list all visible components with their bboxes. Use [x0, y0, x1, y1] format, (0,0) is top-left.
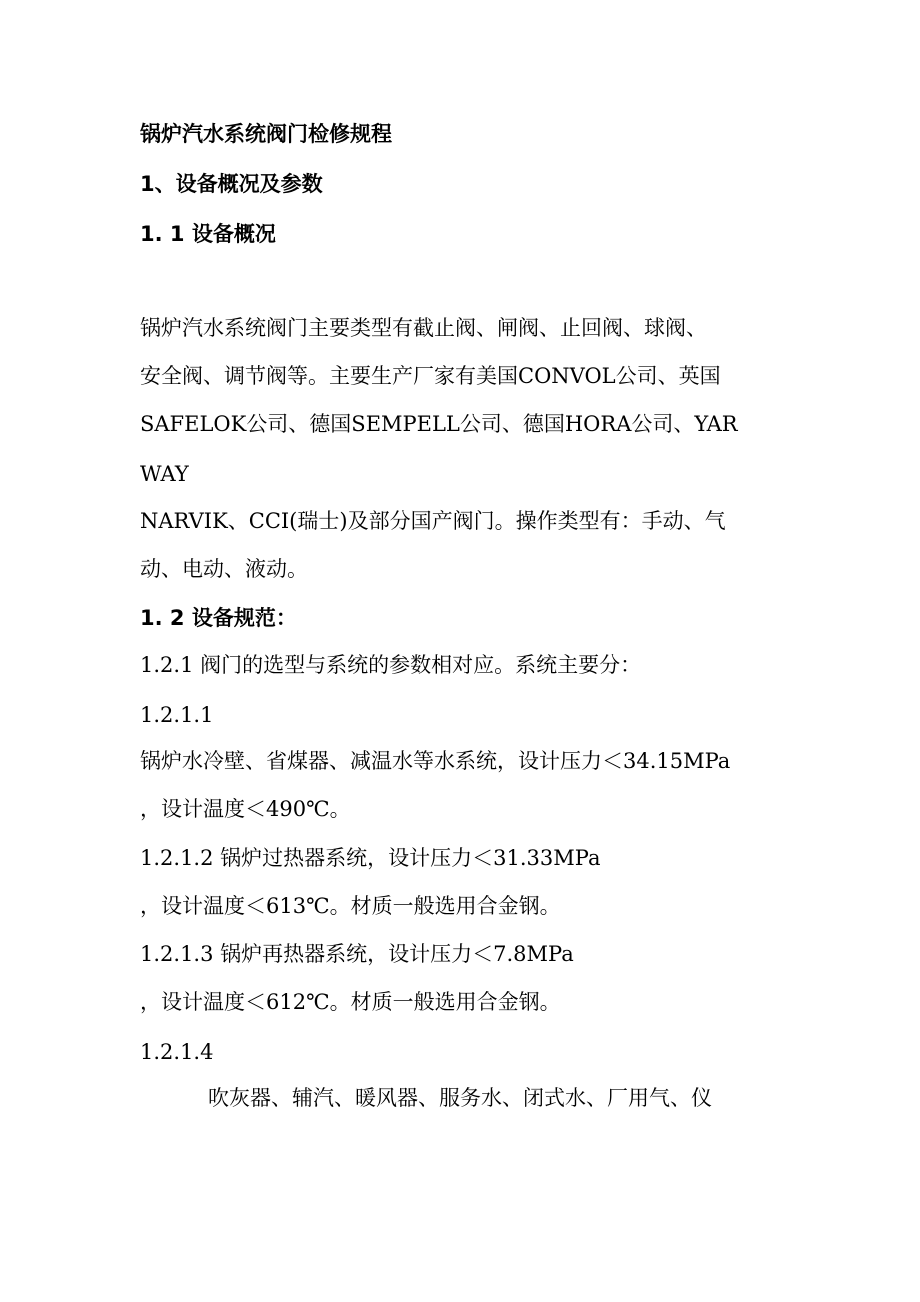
paragraph-line: 动、电动、液动。 — [140, 557, 308, 581]
paragraph-line: NARVIK、CCI(瑞士)及部分国产阀门。操作类型有：手动、气 — [140, 509, 726, 533]
spec-line: 锅炉水冷壁、省煤器、减温水等水系统，设计压力＜34.15MPa — [140, 749, 731, 773]
paragraph-line: 安全阀、调节阀等。主要生产厂家有美国CONVOL公司、英国 — [140, 364, 721, 388]
spec-line: 1.2.1.1 — [140, 703, 214, 727]
section-heading-1-1: 1. 1 设备概况 — [140, 222, 276, 246]
spec-line: 1.2.1.3 锅炉再热器系统，设计压力＜7.8MPa — [140, 942, 574, 966]
spec-line: ，设计温度＜490℃。 — [140, 797, 351, 821]
spec-line: 1.2.1.4 — [140, 1040, 214, 1064]
document-title: 锅炉汽水系统阀门检修规程 — [140, 122, 392, 146]
spec-line: ，设计温度＜613℃。材质一般选用合金钢。 — [140, 894, 561, 918]
spec-line: ，设计温度＜612℃。材质一般选用合金钢。 — [140, 990, 561, 1014]
spec-line-indented: 吹灰器、辅汽、暖风器、服务水、闭式水、厂用气、仪 — [208, 1086, 712, 1110]
paragraph-line: WAY — [140, 462, 189, 486]
spec-line: 1.2.1 阀门的选型与系统的参数相对应。系统主要分： — [140, 653, 642, 677]
section-heading-1-2: 1. 2 设备规范： — [140, 606, 297, 630]
section-heading-1: 1、设备概况及参数 — [140, 172, 323, 196]
spec-line: 1.2.1.2 锅炉过热器系统，设计压力＜31.33MPa — [140, 846, 601, 870]
paragraph-line: 锅炉汽水系统阀门主要类型有截止阀、闸阀、止回阀、球阀、 — [140, 316, 707, 340]
paragraph-line: SAFELOK公司、德国SEMPELL公司、德国HORA公司、YAR — [140, 412, 738, 436]
